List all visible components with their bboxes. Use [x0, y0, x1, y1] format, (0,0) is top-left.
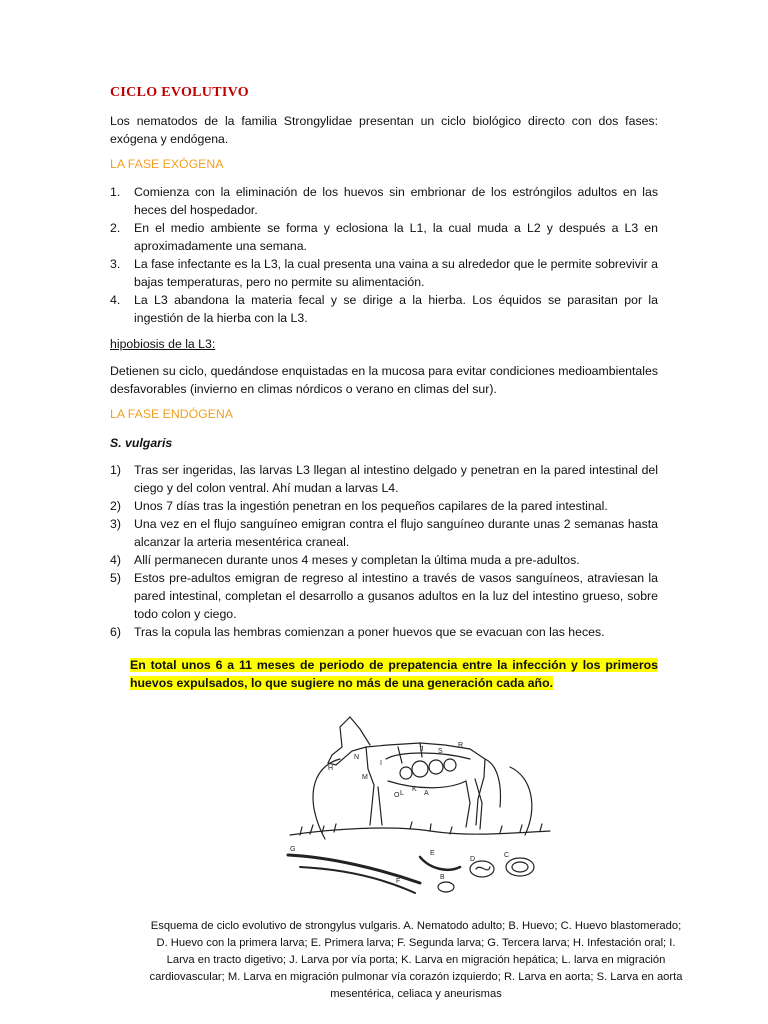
heading-fase-endogena: LA FASE ENDÓGENA [110, 407, 234, 421]
figure-label: E [430, 850, 435, 857]
figure-label: L [400, 790, 404, 797]
figure-label: S [438, 748, 443, 755]
list-item: 3. La fase infectante es la L3, la cual presenta una vaina a su alrededor que le permite sobrevivir a bajas temperaturas, pero no permite su alimentación. [110, 257, 658, 289]
list-item: 1. Comienza con la eliminación de los huevos sin embrionar de los estróngilos adultos en las heces del hospedador. [110, 185, 658, 217]
figure-label: J [420, 746, 424, 753]
figure-label: D [470, 856, 476, 863]
figure-label: M [362, 774, 368, 781]
list-item: 3) Una vez en el flujo sanguíneo emigran contra el flujo sanguíneo durante unas 2 semanas hasta alcanzar la arteria mesentérica craneal. [110, 517, 658, 549]
list-item: 5) Estos pre-adultos emigran de regreso al intestino a través de vasos sanguíneos, atraviesan la pared intestinal, completan el desarrollo a gusanos adultos en la luz del intestino grueso, sobre todo colon y ciego. [110, 571, 658, 621]
hipobiosis-paragraph: Detienen su ciclo, quedándose enquistadas en la mucosa para evitar condiciones medioambientales desfavorables (invierno en climas nórdicos o verano en climas del sur). [110, 364, 658, 396]
intro-paragraph: Los nematodos de la familia Strongylidae presentan un ciclo biológico directo con dos fases: exógena y endógena. [110, 114, 658, 146]
list-item: 2) Unos 7 días tras la ingestión penetran en los pequeños capilares de la pared intestinal. [110, 499, 608, 513]
list-item: 2. En el medio ambiente se forma y eclosiona la L1, la cual muda a L2 y después a L3 en aproximadamente una semana. [110, 221, 658, 253]
figure-label: A [424, 790, 429, 797]
list-item: 6) Tras la copula las hembras comienzan a poner huevos que se evacuan con las heces. [110, 625, 605, 639]
figure-label: B [440, 874, 445, 881]
list-item: 1) Tras ser ingeridas, las larvas L3 llegan al intestino delgado y penetran en la pared intestinal del ciego y del colon ventral. Ahí mudan a larvas L4. [110, 463, 658, 495]
figure-label: K [412, 786, 417, 793]
endogena-list [110, 461, 658, 641]
figure-label: G [290, 846, 296, 853]
exogena-list [110, 183, 658, 327]
figure-caption: Esquema de ciclo evolutivo de strongylus vulgaris. A. Nematodo adulto; B. Huevo; C. Huevo blastomerado; D. Huevo con la primera larva; E. Primera larva; F. Segunda larva; G. Tercera larva; H. Infestación oral; I. Larva en tracto digetivo; J. Larva por vía porta; K. Larva en migración hepática; L. larva en migración cardiovascular; M. Larva en migración pulmonar vía corazón izquierdo; R. Larva en aorta; S. Larva en aorta mesentérica, celiaca y aneurismas [149, 920, 683, 1000]
figure-label: N [354, 754, 360, 761]
list-item: 4) Allí permanecen durante unos 4 meses y completan la última muda a pre-adultos. [110, 553, 580, 567]
figure-label: H [328, 765, 334, 772]
highlight-note: En total unos 6 a 11 meses de periodo de prepatencia entre la infección y los primeros huevos expulsados, lo que sugiere no más de una generación cada año. [130, 658, 658, 690]
page-title: CICLO EVOLUTIVO [110, 85, 249, 100]
species-name: S. vulgaris [110, 436, 173, 450]
figure-label: I [380, 760, 382, 767]
life-cycle-illustration [270, 707, 560, 899]
figure-label: C [504, 852, 510, 859]
heading-fase-exogena: LA FASE EXÓGENA [110, 157, 224, 171]
figure-label: R [458, 742, 464, 749]
heading-hipobiosis: hipobiosis de la L3: [110, 337, 216, 351]
horse-lifecycle-drawing [270, 707, 560, 899]
figure-label: O [394, 792, 400, 799]
figure-label: F [396, 878, 401, 885]
list-item: 4. La L3 abandona la materia fecal y se dirige a la hierba. Los équidos se parasitan por la ingestión de la hierba con la L3. [110, 293, 658, 325]
